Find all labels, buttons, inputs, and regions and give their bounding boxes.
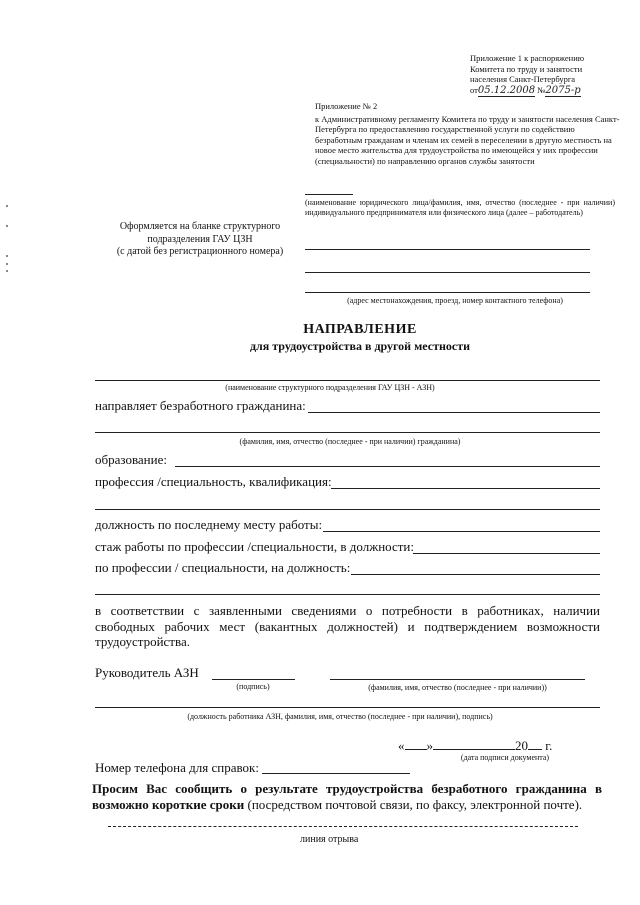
by-profession-line-2[interactable] (95, 594, 600, 595)
date-year-blank[interactable] (528, 749, 542, 750)
appendix2-text: к Административному регламенту Комитета по труду и занятости населения Санкт-Петербурга по предоставлению государственной услуги по содействию безработным гражданам и членам их семей в переселении в другую местность на новое место жительства для трудоустройства по имеющейся у них профессии (специальности) по направлению органов службы занятости (315, 113, 620, 166)
appendix1-line2: Комитета по труду и занятости (470, 63, 583, 74)
head-label: Руководитель АЗН (95, 665, 199, 680)
scan-mark (6, 205, 8, 207)
fio-caption: (фамилия, имя, отчество (последнее - при наличии) гражданина) (239, 437, 461, 446)
phone-line[interactable] (262, 773, 410, 774)
last-position-label: должность по последнему месту работы: (95, 517, 323, 532)
unit-caption: (наименование структурного подразделения ГАУ ЦЗН - АЗН) (225, 383, 435, 392)
appendix1-line3: населения Санкт-Петербурга (470, 74, 576, 84)
tear-dashed-line (108, 826, 578, 827)
phone-label: Номер телефона для справок: (95, 760, 259, 775)
date-row (398, 738, 598, 754)
date-month-blank[interactable] (433, 749, 515, 750)
sign-caption: (подпись) (236, 682, 270, 691)
sends-label: направляет безработного гражданина: (95, 398, 306, 413)
head-fio-caption: (фамилия, имя, отчество (последнее - при наличии)) (368, 683, 547, 692)
document-title: НАПРАВЛЕНИЕ (303, 322, 417, 337)
request-text (92, 781, 602, 813)
appendix1-date-prefix: от (470, 84, 478, 95)
education-line[interactable] (175, 466, 600, 467)
date-open-quote: « (398, 738, 405, 753)
head-sign-line[interactable] (212, 679, 295, 680)
employee-line[interactable] (95, 707, 600, 708)
appendix2-block (315, 101, 620, 166)
employee-caption: (должность работника АЗН, фамилия, имя, отчество (последнее - при наличии), подпись) (187, 712, 493, 721)
blank-note (100, 221, 300, 259)
by-profession-line[interactable] (351, 574, 600, 575)
tear-line-label: линия отрыва (300, 834, 359, 845)
blank-note-line2: подразделения ГАУ ЦЗН (147, 233, 253, 245)
employer-line-1[interactable] (305, 249, 590, 250)
date-caption: (дата подписи документа) (460, 753, 550, 762)
profession-line-2[interactable] (95, 509, 600, 510)
scan-mark (6, 225, 8, 227)
appendix1-line1: Приложение 1 к распоряжению (470, 53, 585, 63)
sends-line[interactable] (308, 412, 600, 413)
date-year-suffix: г. (545, 738, 553, 753)
unit-line[interactable] (95, 380, 600, 381)
scan-mark (6, 263, 8, 265)
profession-label: профессия /специальность, квалификация: (95, 474, 332, 489)
appendix1-date-row (470, 85, 630, 97)
blank-note-line3: (с датой без регистрационного номера) (116, 246, 284, 257)
head-fio-line[interactable] (330, 679, 585, 680)
appendix1-block (470, 53, 630, 96)
conformity-text: в соответствии с заявленными сведениями о потребности в работниках, наличии свободных рабочих мест (вакантных должностей) и подтверждением возможности трудоустройства. (95, 603, 600, 649)
profession-line[interactable] (331, 488, 600, 489)
by-profession-label: по профессии / специальности, на должность: (95, 560, 351, 575)
employer-caption: (наименование юридического лица/фамилия, имя, отчество (последнее - при наличии) индивидуального предпринимателя или физического лица (далее – работодатель) (305, 198, 615, 217)
appendix1-number: 2075-р (545, 84, 581, 96)
experience-line[interactable] (413, 553, 600, 554)
employer-line-2[interactable] (305, 272, 590, 273)
date-close-quote: » (426, 738, 433, 753)
scan-mark (6, 255, 8, 257)
scan-mark (6, 270, 8, 272)
request-normal: (посредством почтовой связи, по факсу, электронной почте). (244, 797, 583, 812)
document-subtitle: для трудоустройства в другой местности (249, 339, 471, 353)
date-year-prefix: 20 (515, 738, 528, 753)
last-position-line[interactable] (323, 531, 600, 532)
address-line[interactable] (305, 292, 590, 293)
education-label: образование: (95, 452, 167, 467)
experience-label: стаж работы по профессии /специальности, в должности: (95, 539, 414, 554)
appendix1-number-prefix: № (537, 84, 546, 95)
employer-line-short (305, 194, 353, 195)
fio-line[interactable] (95, 432, 600, 433)
blank-note-line1: Оформляется на бланке структурного (119, 221, 281, 232)
request-bold: Просим Вас сообщить о результате трудоустройства безработного гражданина в возможно короткие сроки (92, 781, 602, 812)
date-day-blank[interactable] (405, 749, 427, 750)
appendix2-title: Приложение № 2 (315, 101, 378, 111)
appendix1-date: 05.12.2008 (477, 84, 536, 96)
address-caption: (адрес местонахождения, проезд, номер контактного телефона) (347, 296, 563, 305)
